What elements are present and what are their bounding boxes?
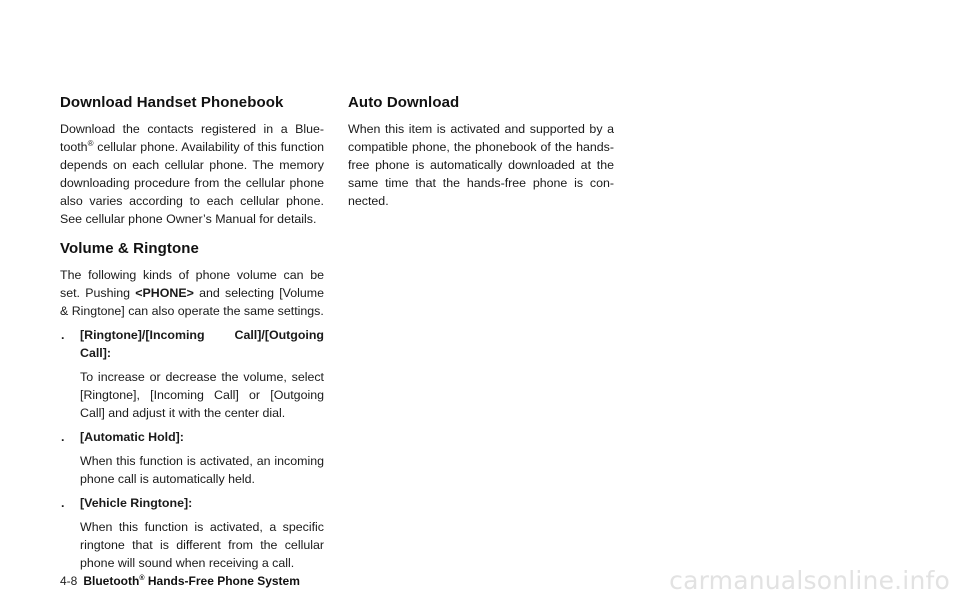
page-number: 4-8	[60, 574, 78, 588]
list-item-label: [Automatic Hold]:	[80, 430, 184, 444]
auto-download-paragraph: When this item is activated and supported by a compatible phone, the phonebook of the hands-free phone is automatically downloaded at the same time that the hands-free phone is con-nected.	[348, 122, 614, 208]
section-heading-auto-download: Auto Download	[348, 94, 460, 111]
phone-button-label: <PHONE>	[135, 286, 194, 300]
watermark: carmanualsonline.info	[669, 566, 950, 595]
list-item-description: When this function is activated, a specific ringtone that is different from the cellular phone will sound when receiving a call.	[80, 520, 324, 570]
list-item	[60, 494, 324, 572]
list-item	[60, 326, 324, 422]
list-item-description: To increase or decrease the volume, select [Ringtone], [Incoming Call] or [Outgoing Call] and adjust it with the center dial.	[80, 370, 324, 420]
list-item-label: [Vehicle Ringtone]:	[80, 496, 193, 510]
list-item-description: When this function is activated, an incoming phone call is automatically held.	[80, 454, 324, 486]
section-heading-volume-ringtone: Volume & Ringtone	[60, 240, 199, 257]
registered-mark: ®	[139, 575, 145, 582]
page-footer	[60, 573, 300, 589]
list-item-label: [Ringtone]/[Incoming Call]/[Outgoing Call]:	[80, 328, 324, 360]
right-column	[348, 93, 614, 210]
bullet-icon: .	[61, 328, 65, 342]
footer-title: Bluetooth® Hands-Free Phone System	[83, 574, 300, 588]
left-column	[60, 93, 324, 572]
section-heading-download-phonebook: Download Handset Phonebook	[60, 94, 284, 111]
volume-ringtone-intro: The following kinds of phone volume can be set. Pushing <PHONE> and selecting [Volume & Ringtone] can also operate the same settings.	[60, 268, 324, 318]
list-item	[60, 428, 324, 488]
bullet-icon: .	[61, 496, 65, 510]
bullet-icon: .	[61, 430, 65, 444]
download-phonebook-paragraph: Download the contacts registered in a Blue-tooth® cellular phone. Availability of this function depends on each cellular phone. The memory downloading procedure from the cellular phone also varies according to each cellular phone. See cellular phone Owner’s Manual for details.	[60, 122, 324, 226]
registered-mark: ®	[87, 139, 94, 148]
